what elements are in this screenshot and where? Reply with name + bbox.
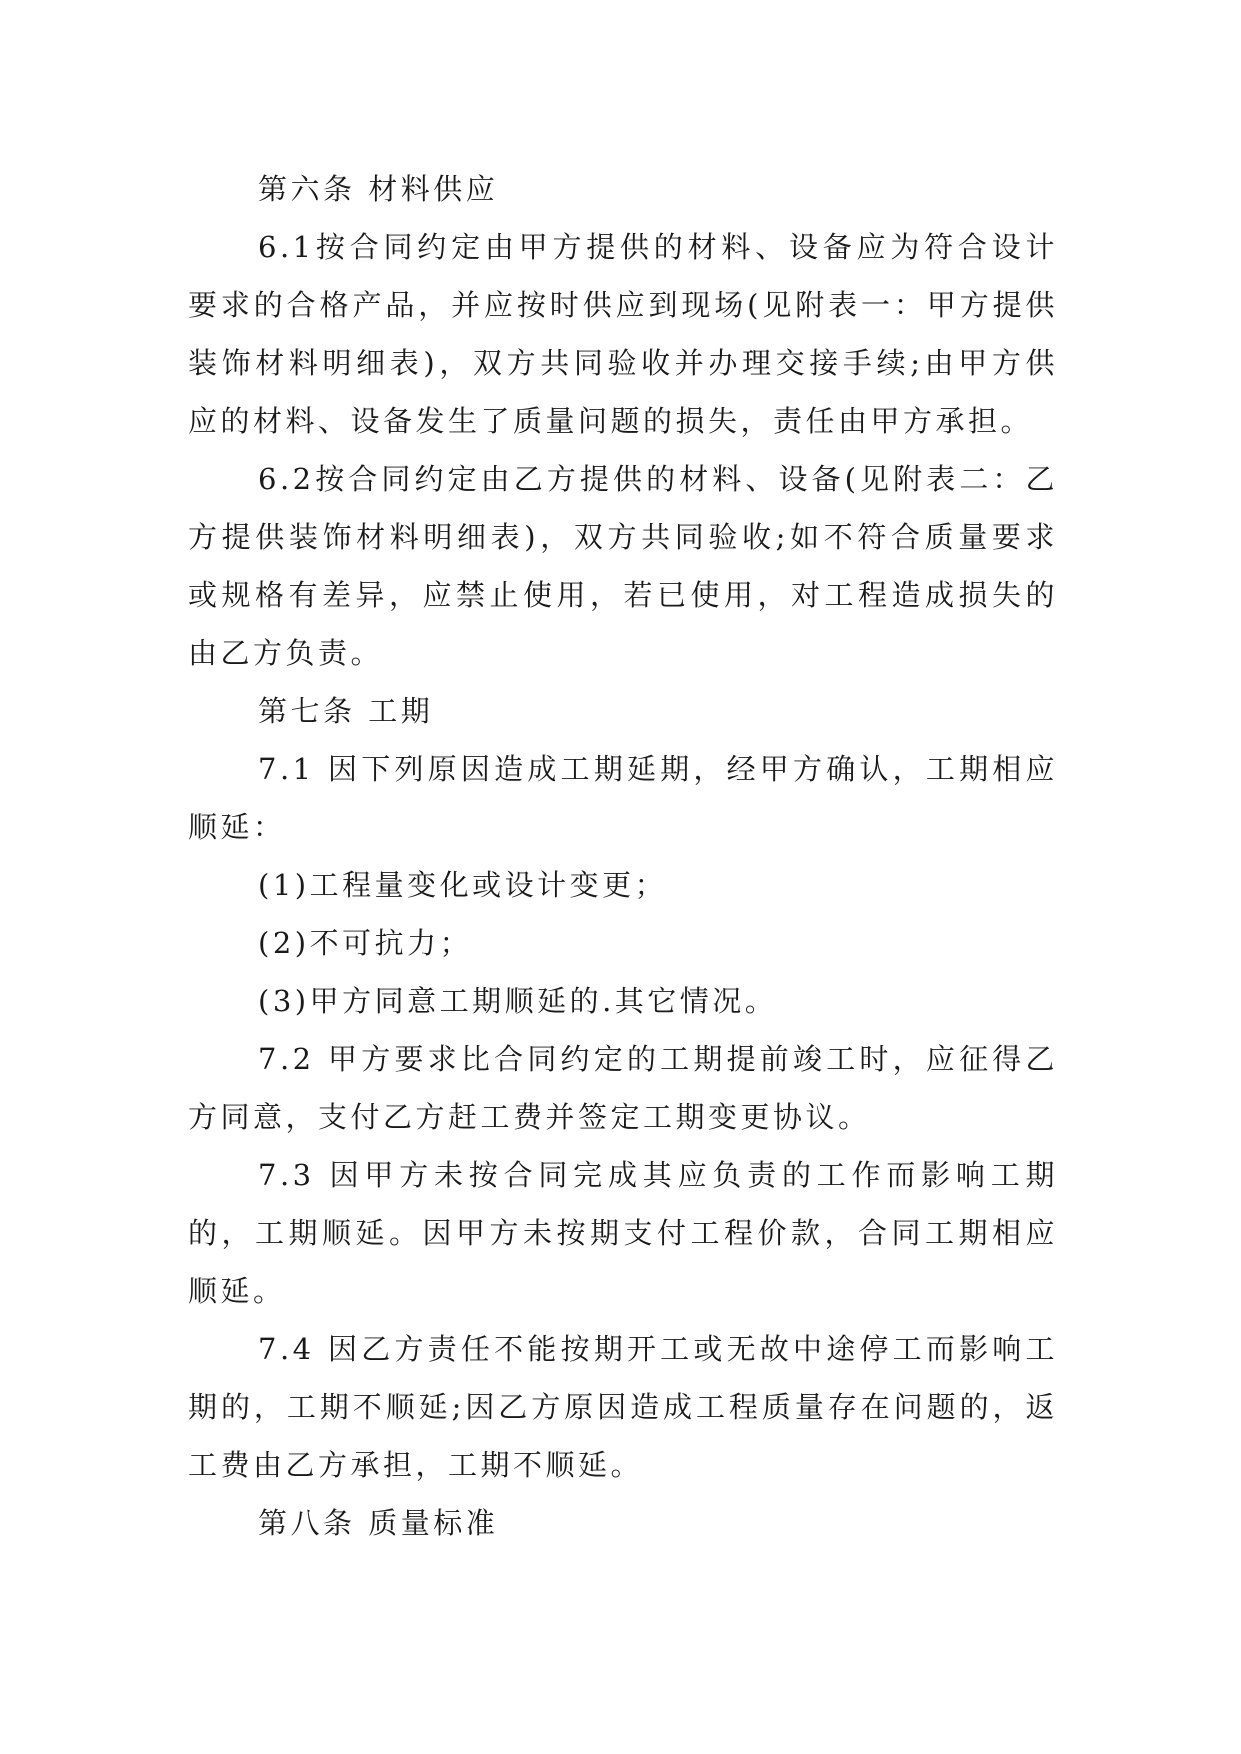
clause-7-2: 7.2 甲方要求比合同约定的工期提前竣工时，应征得乙方同意，支付乙方赶工费并签定工期变更协议。	[188, 1042, 1058, 1134]
document-body	[188, 160, 1058, 1552]
section-heading-article-8: 第八条 质量标准	[258, 1506, 499, 1540]
section-heading-article-7: 第七条 工期	[258, 694, 434, 728]
clause-6-2: 6.2按合同约定由乙方提供的材料、设备(见附表二：乙方提供装饰材料明细表)，双方共同验收;如不符合质量要求或规格有差异，应禁止使用，若已使用，对工程造成损失的由乙方负责。	[188, 462, 1058, 670]
clause-7-1: 7.1 因下列原因造成工期延期，经甲方确认，工期相应顺延：	[188, 752, 1058, 844]
clause-7-4: 7.4 因乙方责任不能按期开工或无故中途停工而影响工期的，工期不顺延;因乙方原因造成工程质量存在问题的，返工费由乙方承担，工期不顺延。	[188, 1332, 1058, 1482]
list-item-7-1-3: (3)甲方同意工期顺延的.其它情况。	[258, 984, 778, 1018]
section-heading-article-6: 第六条 材料供应	[258, 172, 499, 206]
list-item-7-1-1: (1)工程量变化或设计变更；	[258, 868, 668, 902]
clause-7-3: 7.3 因甲方未按合同完成其应负责的工作而影响工期的，工期顺延。因甲方未按期支付工程价款，合同工期相应顺延。	[188, 1158, 1058, 1308]
list-item-7-1-2: (2)不可抗力；	[258, 926, 473, 960]
clause-6-1: 6.1按合同约定由甲方提供的材料、设备应为符合设计要求的合格产品，并应按时供应到现场(见附表一：甲方提供装饰材料明细表)，双方共同验收并办理交接手续;由甲方供应的材料、设备发生了质量问题的损失，责任由甲方承担。	[188, 230, 1058, 438]
